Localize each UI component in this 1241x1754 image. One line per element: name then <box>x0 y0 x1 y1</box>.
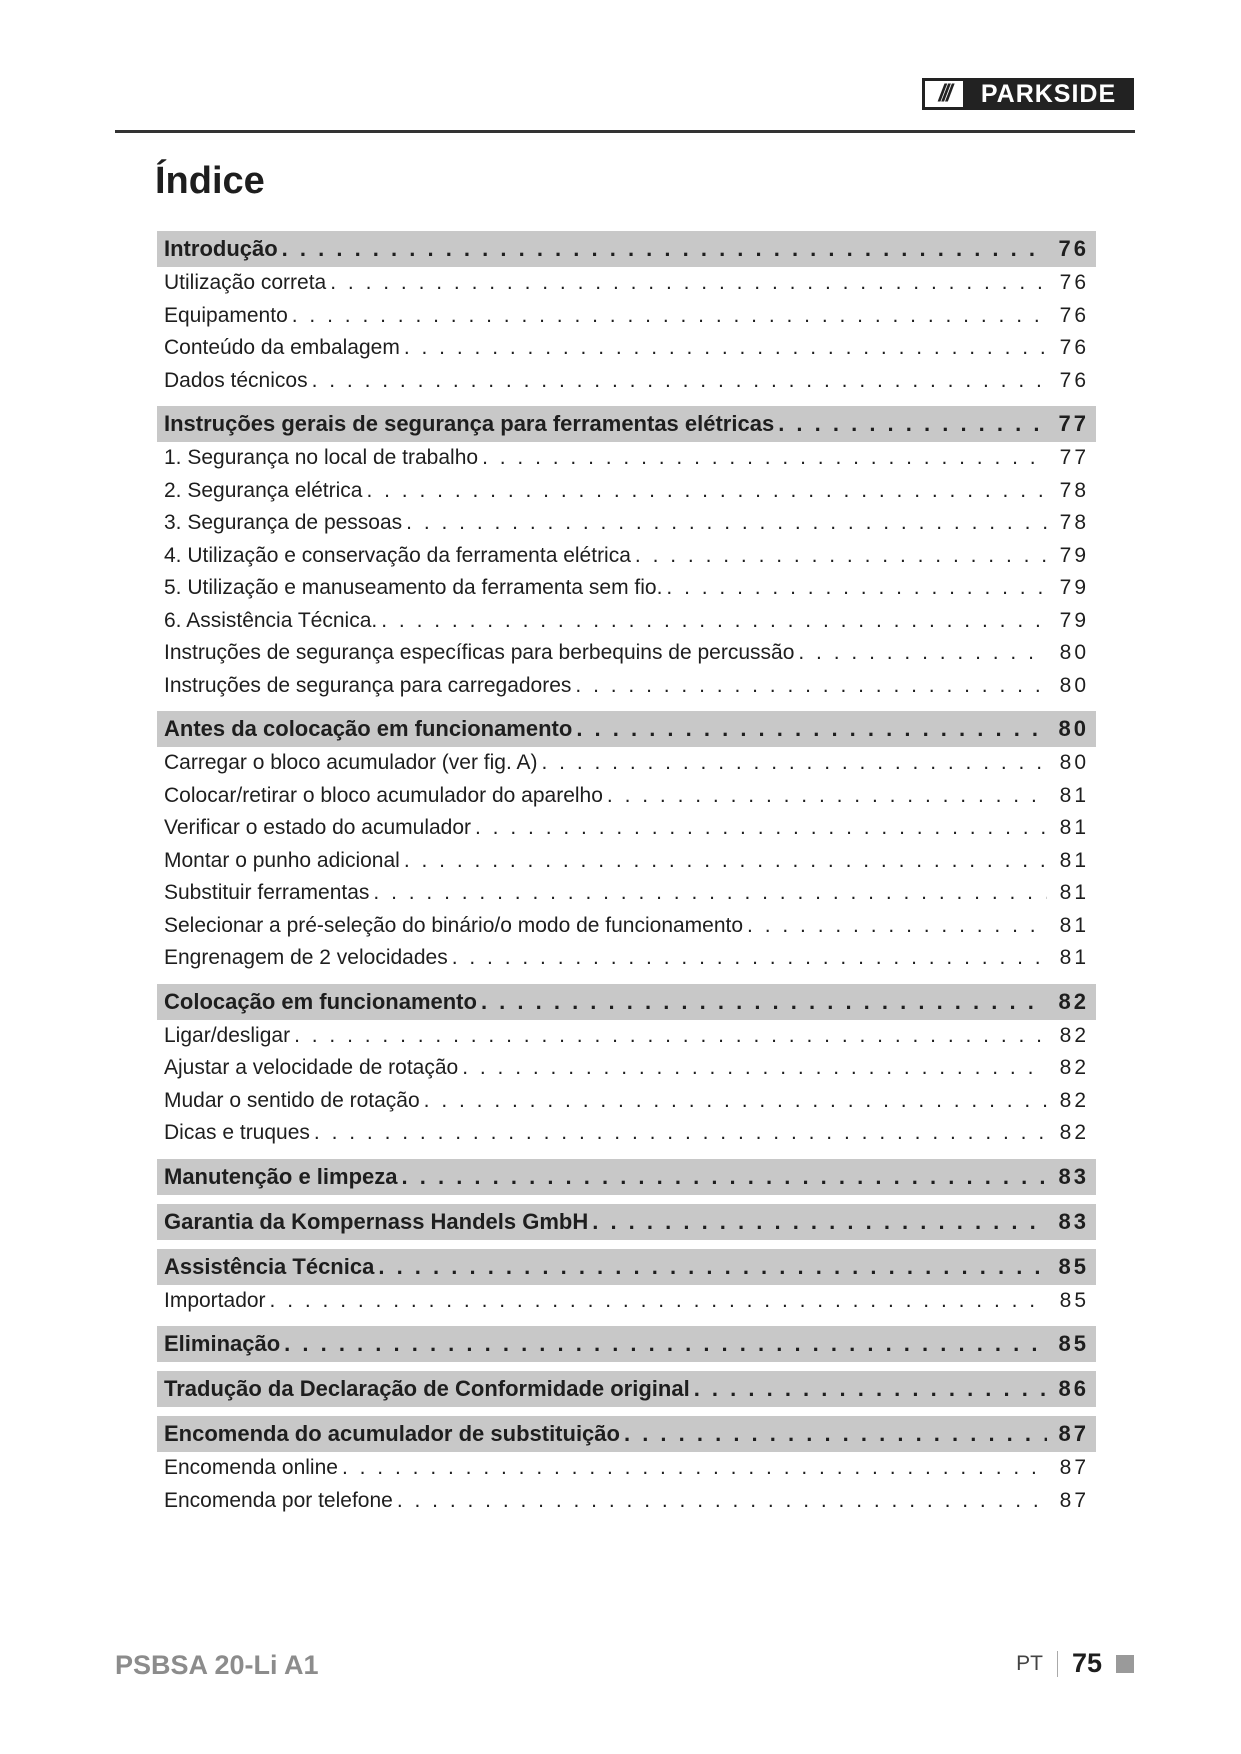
toc-leader-dots <box>366 475 1047 508</box>
toc-label: Garantia da Kompernass Handels GmbH <box>164 1208 589 1234</box>
toc-item[interactable] <box>157 332 1096 365</box>
logo-text: PARKSIDE <box>963 78 1134 110</box>
toc-gap <box>157 1195 1096 1204</box>
toc-leader-dots <box>312 365 1047 398</box>
toc-leader-dots <box>624 1416 1047 1452</box>
toc-gap <box>157 975 1096 984</box>
toc-gap <box>157 397 1096 406</box>
toc-leader-dots <box>747 910 1047 943</box>
footer-page-number: 75 <box>1071 1648 1102 1678</box>
toc-item[interactable] <box>157 507 1096 540</box>
toc-leader-dots <box>592 1204 1047 1240</box>
toc-item[interactable] <box>157 442 1096 475</box>
toc-page: 85 <box>1059 1288 1089 1312</box>
toc-item[interactable] <box>157 845 1096 878</box>
toc-leader-dots <box>481 984 1047 1020</box>
toc-leader-dots <box>373 877 1047 910</box>
toc-leader-dots <box>397 1485 1047 1518</box>
parkside-logo <box>922 78 1134 110</box>
toc-leader-dots <box>462 1052 1047 1085</box>
toc-leader-dots <box>575 670 1047 703</box>
toc-item[interactable] <box>157 1285 1096 1318</box>
toc-label: Selecionar a pré-seleção do binário/o modo de funcionamento <box>164 913 744 937</box>
toc-item[interactable] <box>157 1485 1096 1518</box>
toc-page: 78 <box>1059 478 1089 502</box>
toc-page: 83 <box>1058 1163 1089 1189</box>
toc-label: Ligar/desligar <box>164 1023 291 1047</box>
toc-label: Tradução da Declaração de Conformidade original <box>164 1376 690 1401</box>
toc-gap <box>157 1150 1096 1159</box>
toc-label: Substituir ferramentas <box>164 881 370 904</box>
toc-page: 80 <box>1059 641 1089 664</box>
toc-page: 79 <box>1059 608 1089 632</box>
toc-leader-dots <box>284 1326 1047 1362</box>
toc-gap <box>157 1407 1096 1416</box>
toc-page: 82 <box>1059 1088 1089 1112</box>
toc-page: 76 <box>1059 368 1089 392</box>
toc-label: 6. Assistência Técnica. <box>164 608 378 632</box>
toc-item[interactable] <box>157 637 1096 670</box>
toc-page: 79 <box>1059 543 1089 567</box>
toc-page: 82 <box>1059 1121 1089 1144</box>
toc-label: Importador <box>164 1288 266 1312</box>
toc-leader-dots <box>542 747 1048 780</box>
toc-section[interactable] <box>157 406 1096 442</box>
toc-leader-dots <box>452 942 1047 975</box>
toc-page: 76 <box>1058 236 1089 261</box>
toc-gap <box>157 702 1096 711</box>
toc-item[interactable] <box>157 1020 1096 1053</box>
toc-label: Encomenda online <box>164 1456 338 1479</box>
table-of-contents <box>157 231 1096 1517</box>
toc-item[interactable] <box>157 780 1096 813</box>
toc-leader-dots <box>342 1452 1047 1485</box>
toc-label: Encomenda do acumulador de substituição <box>164 1421 620 1446</box>
toc-section[interactable] <box>157 1371 1096 1407</box>
toc-label: Mudar o sentido de rotação <box>164 1088 420 1112</box>
toc-item[interactable] <box>157 475 1096 508</box>
toc-page: 76 <box>1059 336 1089 359</box>
logo-slashes: /// <box>922 78 963 110</box>
toc-page: 81 <box>1059 816 1089 839</box>
toc-label: Manutenção e limpeza <box>164 1163 398 1189</box>
toc-page: 82 <box>1059 1023 1089 1047</box>
footer-language: PT <box>1016 1651 1043 1675</box>
toc-page: 81 <box>1059 881 1089 904</box>
toc-leader-dots <box>314 1117 1047 1150</box>
footer-model: PSBSA 20-Li A1 <box>115 1650 319 1680</box>
toc-item[interactable] <box>157 267 1096 300</box>
toc-label: Introdução <box>164 236 278 261</box>
toc-label: 2. Segurança elétrica <box>164 478 363 502</box>
toc-section[interactable] <box>157 1416 1096 1452</box>
toc-leader-dots <box>424 1085 1047 1118</box>
toc-leader-dots <box>475 812 1047 845</box>
footer-pagination <box>1016 1648 1134 1679</box>
toc-label: Montar o punho adicional <box>164 848 400 872</box>
toc-section[interactable] <box>157 1204 1096 1240</box>
toc-page: 85 <box>1058 1331 1089 1356</box>
toc-label: Dados técnicos <box>164 368 308 392</box>
toc-label: Assistência Técnica <box>164 1253 375 1279</box>
toc-leader-dots <box>270 1285 1047 1318</box>
toc-page: 77 <box>1059 446 1089 469</box>
toc-label: Utilização correta <box>164 271 327 294</box>
toc-leader-dots <box>694 1371 1047 1407</box>
footer-separator <box>1057 1651 1058 1677</box>
toc-page: 81 <box>1059 946 1089 969</box>
toc-page: 77 <box>1058 411 1089 436</box>
toc-item[interactable] <box>157 1452 1096 1485</box>
toc-page: 87 <box>1059 1488 1089 1512</box>
toc-page: 76 <box>1059 303 1089 327</box>
toc-label: Eliminação <box>164 1331 281 1356</box>
toc-leader-dots <box>378 1249 1047 1285</box>
toc-label: Instruções de segurança para carregadores <box>164 673 572 697</box>
toc-leader-dots <box>798 637 1047 670</box>
toc-leader-dots <box>402 1159 1047 1195</box>
toc-label: Dicas e truques <box>164 1121 310 1144</box>
toc-page: 80 <box>1058 716 1089 741</box>
toc-label: Engrenagem de 2 velocidades <box>164 946 448 969</box>
toc-leader-dots <box>666 572 1047 605</box>
toc-gap <box>157 1240 1096 1249</box>
toc-page: 79 <box>1059 576 1089 599</box>
toc-item[interactable] <box>157 572 1096 605</box>
toc-label: Conteúdo da embalagem <box>164 336 400 359</box>
toc-label: Equipamento <box>164 303 288 327</box>
toc-item[interactable] <box>157 300 1096 333</box>
toc-label: Instruções gerais de segurança para ferramentas elétricas <box>164 411 775 436</box>
toc-item[interactable] <box>157 910 1096 943</box>
toc-section[interactable] <box>157 1249 1096 1285</box>
toc-label: Colocação em funcionamento <box>164 988 477 1014</box>
toc-label: 3. Segurança de pessoas <box>164 511 403 534</box>
toc-leader-dots <box>576 711 1047 747</box>
toc-leader-dots <box>294 1020 1047 1053</box>
toc-item[interactable] <box>157 365 1096 398</box>
toc-item[interactable] <box>157 1052 1096 1085</box>
toc-leader-dots <box>635 540 1047 573</box>
toc-leader-dots <box>330 267 1047 300</box>
toc-label: 4. Utilização e conservação da ferramenta elétrica <box>164 543 631 567</box>
toc-label: Verificar o estado do acumulador <box>164 816 472 839</box>
toc-label: 5. Utilização e manuseamento da ferramenta sem fio. <box>164 576 663 599</box>
toc-item[interactable] <box>157 877 1096 910</box>
toc-page: 81 <box>1059 913 1089 937</box>
toc-page: 87 <box>1059 1456 1089 1479</box>
toc-label: Colocar/retirar o bloco acumulador do aparelho <box>164 783 603 807</box>
toc-page: 76 <box>1059 271 1089 294</box>
toc-label: Encomenda por telefone <box>164 1488 393 1512</box>
toc-page: 81 <box>1059 783 1089 807</box>
toc-item[interactable] <box>157 1085 1096 1118</box>
toc-gap <box>157 1317 1096 1326</box>
toc-page: 83 <box>1058 1208 1089 1234</box>
toc-item[interactable] <box>157 942 1096 975</box>
toc-item[interactable] <box>157 540 1096 573</box>
toc-section[interactable] <box>157 984 1096 1020</box>
toc-item[interactable] <box>157 812 1096 845</box>
toc-item[interactable] <box>157 747 1096 780</box>
toc-leader-dots <box>406 507 1047 540</box>
toc-label: Instruções de segurança específicas para berbequins de percussão <box>164 641 795 664</box>
page-title: Índice <box>155 160 265 202</box>
toc-leader-dots <box>404 332 1047 365</box>
toc-page: 86 <box>1058 1376 1089 1401</box>
toc-section[interactable] <box>157 1159 1096 1195</box>
toc-leader-dots <box>292 300 1047 333</box>
toc-page: 81 <box>1059 848 1089 872</box>
toc-page: 82 <box>1059 1056 1089 1079</box>
toc-label: Carregar o bloco acumulador (ver fig. A) <box>164 751 538 774</box>
toc-leader-dots <box>482 442 1047 475</box>
toc-page: 80 <box>1059 673 1089 697</box>
toc-page: 78 <box>1059 511 1089 534</box>
toc-label: Antes da colocação em funcionamento <box>164 716 573 741</box>
toc-gap <box>157 1362 1096 1371</box>
toc-section[interactable] <box>157 231 1096 267</box>
toc-leader-dots <box>404 845 1047 878</box>
toc-leader-dots <box>381 605 1047 638</box>
toc-page: 80 <box>1059 751 1089 774</box>
toc-label: Ajustar a velocidade de rotação <box>164 1056 459 1079</box>
toc-section[interactable] <box>157 711 1096 747</box>
toc-page: 87 <box>1058 1421 1089 1446</box>
toc-item[interactable] <box>157 670 1096 703</box>
toc-page: 85 <box>1058 1253 1089 1279</box>
toc-page: 82 <box>1058 988 1089 1014</box>
toc-leader-dots <box>282 231 1047 267</box>
toc-item[interactable] <box>157 605 1096 638</box>
toc-leader-dots <box>607 780 1047 813</box>
toc-leader-dots <box>778 406 1047 442</box>
toc-section[interactable] <box>157 1326 1096 1362</box>
toc-label: 1. Segurança no local de trabalho <box>164 446 479 469</box>
toc-item[interactable] <box>157 1117 1096 1150</box>
header-rule <box>115 130 1135 133</box>
footer-square-icon <box>1116 1655 1134 1673</box>
